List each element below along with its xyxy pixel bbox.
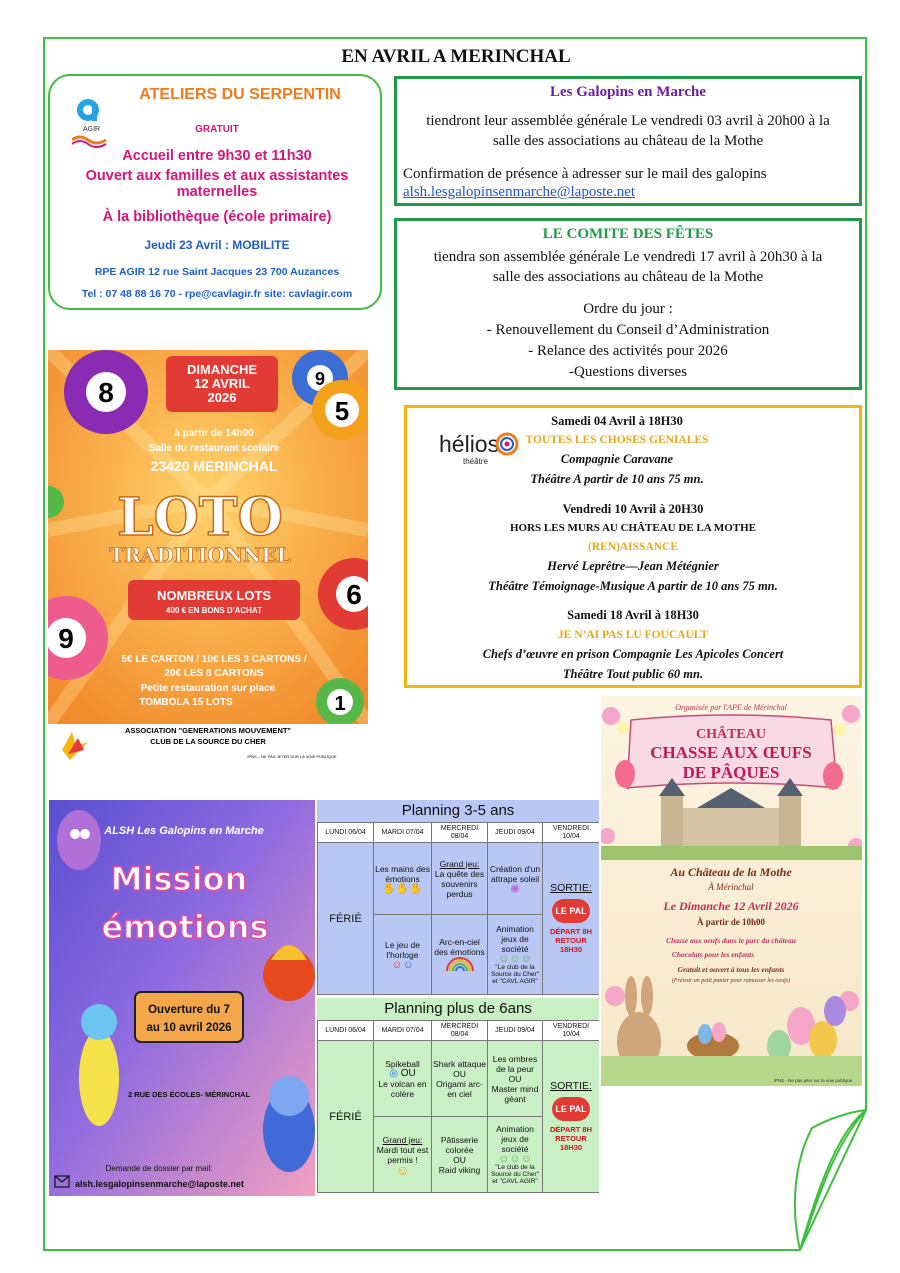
galopins-line-1: tiendront leur assemblée générale Le vendredi 03 avril à 20h00 à la [426, 113, 830, 129]
svg-text:ALSH Les Galopins en Marche: ALSH Les Galopins en Marche [104, 825, 264, 837]
svg-text:Mission: Mission [110, 860, 248, 898]
svg-text:alsh.lesgalopinsenmarche@lapos: alsh.lesgalopinsenmarche@laposte.net [75, 1179, 244, 1189]
svg-text:émotions: émotions [101, 908, 269, 946]
activity-cell [488, 915, 543, 995]
activity-cell [432, 1117, 488, 1193]
svg-text:1: 1 [334, 693, 346, 715]
svg-text:au 10 avril 2026: au 10 avril 2026 [146, 1022, 232, 1034]
day-header: JEUDI 09/04 [488, 823, 543, 843]
day-header: VENDREDI 10/04 [543, 823, 600, 843]
activity-cell [488, 1041, 543, 1117]
svg-text:2 RUE DES ÉCOLES- MÉRINCHAL: 2 RUE DES ÉCOLES- MÉRINCHAL [127, 1090, 251, 1099]
helios-event-3-title: JE N’AI PAS LU FOUCAULT [557, 629, 709, 641]
activity-cell [432, 915, 488, 995]
or-text: OU [400, 1067, 416, 1079]
helios-event-3-company: Chefs d’œuvre en prison Compagnie Les Apicoles Concert [482, 647, 784, 661]
activity-text: Le volcan en colère [378, 1078, 427, 1099]
sortie-cell [543, 843, 600, 995]
activity-text: Master mind géant [491, 1083, 539, 1104]
day-header: LUNDI 06/04 [318, 1021, 374, 1041]
svg-text:Chasse aux oeufs dans le parc: Chasse aux oeufs dans le parc du château [666, 936, 796, 945]
sortie-label: SORTIE: [550, 882, 592, 894]
activity-text: Raid viking [438, 1164, 481, 1175]
sortie-label: SORTIE: [550, 1080, 592, 1092]
serpentin-contact: Tel : 07 48 88 16 70 - rpe@cavlagir.fr site: cavlagir.com [81, 288, 353, 300]
serpentin-open-2: maternelles [176, 184, 258, 200]
activity-cell [488, 843, 543, 915]
svg-text:théâtre: théâtre [463, 457, 488, 466]
svg-text:8: 8 [98, 377, 114, 408]
activity-note: "Le club de la Source du Cher" et "CAVL AGIR" [491, 964, 539, 985]
svg-text:CLUB DE LA SOURCE DU CHER: CLUB DE LA SOURCE DU CHER [150, 737, 266, 746]
day-header: JEUDI 09/04 [488, 1021, 543, 1041]
galopins-confirm [403, 165, 853, 201]
smiley-icon: ☺ [395, 1161, 410, 1178]
svg-text:5€ LE CARTON / 10€ LES 3 CARTO: 5€ LE CARTON / 10€ LES 3 CARTONS / [121, 654, 307, 665]
or-text: OU [453, 1068, 466, 1079]
comite-agenda-item: - Renouvellement du Conseil d’Administration [486, 322, 770, 338]
serpentin-free: GRATUIT [195, 124, 239, 135]
day-header: LUNDI 06/04 [318, 823, 374, 843]
serpentin-box [48, 74, 382, 310]
serpentin-hours: Accueil entre 9h30 et 11h30 [122, 148, 312, 164]
depart-time: DÉPART 8H [550, 927, 592, 936]
svg-text:(Prévoir un petit panier pour: (Prévoir un petit panier pour ramasser les oeufs) [671, 978, 791, 984]
activity-text: Spikeball [385, 1058, 420, 1069]
planning-6-title: Planning plus de 6ans [317, 998, 599, 1020]
svg-text:hélios: hélios [439, 431, 500, 457]
serpentin-address: RPE AGIR 12 rue Saint Jacques 23 700 Auzances [94, 266, 340, 278]
svg-text:LOTO: LOTO [117, 487, 283, 548]
activity-text: Origami arc-en ciel [436, 1078, 483, 1099]
helios-event-3-details: Théâtre Tout public 60 mn. [562, 667, 704, 681]
comite-agenda [397, 299, 859, 383]
helios-event-1-date: Samedi 04 Avril à 18H30 [551, 414, 683, 428]
planning-3-5-table [317, 822, 599, 995]
svg-text:6: 6 [346, 579, 362, 610]
svg-text:Petite restauration sur place: Petite restauration sur place [140, 683, 276, 694]
day-header: MERCREDI 08/04 [432, 823, 488, 843]
activity-text: Animation jeux de société [496, 924, 534, 954]
activity-cell [374, 915, 432, 995]
helios-box [404, 405, 862, 688]
svg-text:CHASSE AUX ŒUFS: CHASSE AUX ŒUFS [650, 743, 812, 762]
le-pal-logo: LE PAL [552, 1097, 590, 1121]
helios-event-2-details: Théâtre Témoignage-Musique A partir de 10 ans 75 mn. [488, 579, 778, 593]
activity-cell [374, 1041, 432, 1117]
svg-text:Gratuit et ouvert à tous les e: Gratuit et ouvert à tous les enfants [677, 965, 785, 974]
activity-cell [374, 843, 432, 915]
svg-text:23420 MERINCHAL: 23420 MERINCHAL [150, 458, 278, 474]
ferie-cell: FÉRIÉ [318, 1041, 374, 1193]
ferie-cell: FÉRIÉ [318, 843, 374, 995]
planning-panel [317, 800, 599, 1197]
activity-cell [488, 1117, 543, 1193]
mission-poster-art [49, 800, 315, 1196]
svg-text:2026: 2026 [207, 390, 237, 405]
svg-text:ASSOCIATION "GENERATIONS MOUVE: ASSOCIATION "GENERATIONS MOUVEMENT" [124, 726, 292, 735]
svg-text:9: 9 [58, 623, 74, 654]
activity-text: Mardi tout est permis ! [376, 1144, 429, 1165]
le-pal-logo: LE PAL [552, 899, 590, 923]
svg-text:Organisée par l'APE de Mérinch: Organisée par l'APE de Mérinchal [675, 703, 787, 712]
activity-text: La quête des souvenirs perdus [434, 868, 485, 899]
activity-text: Création d'un attrape soleil [489, 863, 541, 884]
activity-text: Arc-en-ciel des émotions [434, 936, 485, 957]
svg-text:AGIR: AGIR [83, 126, 101, 133]
comite-agenda-item: - Relance des activités pour 2026 [528, 343, 728, 359]
activity-label: Grand jeu: [382, 1134, 423, 1145]
return-time: RETOUR 18H30 [555, 936, 587, 954]
page-title: EN AVRIL A MERINCHAL [341, 46, 571, 67]
svg-text:CHÂTEAU: CHÂTEAU [695, 727, 767, 742]
svg-text:12 AVRIL: 12 AVRIL [194, 376, 250, 391]
galopins-confirm-text: Confirmation de présence à adresser sur le mail des galopins [403, 166, 767, 182]
svg-text:DE PÂQUES: DE PÂQUES [682, 763, 780, 782]
loto-poster-art [48, 350, 368, 724]
activity-text: Pâtisserie colorée [440, 1134, 479, 1155]
svg-text:TRADITIONNEL: TRADITIONNEL [109, 543, 291, 567]
board-game-icon: ☺☺☺ [498, 953, 532, 965]
spikeball-icon: ◎ OU [389, 1067, 416, 1079]
galopins-text [397, 111, 859, 151]
svg-text:DIMANCHE: DIMANCHE [186, 362, 258, 377]
sortie-cell [543, 1041, 600, 1193]
svg-text:IPNS – NE PAS JETER SUR LA VOI: IPNS – NE PAS JETER SUR LA VOIE PUBLIQUE [247, 754, 337, 759]
easter-poster-art [601, 696, 862, 1086]
loto-footer-art [48, 724, 368, 764]
loto-ball-8 [64, 350, 148, 434]
easter-poster [601, 696, 862, 1086]
day-header: VENDREDI 10/04 [543, 1021, 600, 1041]
or-text: OU [453, 1154, 466, 1165]
svg-text:Au Château de la Mothe: Au Château de la Mothe [670, 865, 792, 879]
helios-event-2-title: (REN)AISSANCE [587, 541, 679, 553]
rainbow-icon [445, 957, 475, 971]
svg-text:À Mérinchal: À Mérinchal [708, 882, 754, 892]
sun-catcher-icon: ✺ [509, 881, 521, 896]
svg-text:20€ LES 8 CARTONS: 20€ LES 8 CARTONS [164, 668, 264, 679]
activity-cell [374, 1117, 432, 1193]
return-time: RETOUR 18H30 [555, 1134, 587, 1152]
comite-box [394, 218, 862, 390]
planning-3-5-title: Planning 3-5 ans [317, 800, 599, 822]
svg-text:NOMBREUX LOTS: NOMBREUX LOTS [156, 588, 272, 603]
day-header: MARDI 07/04 [374, 823, 432, 843]
kids-icon: ☺☺ [391, 958, 414, 971]
galopins-box [394, 76, 862, 206]
galopins-email-link[interactable]: alsh.lesgalopinsenmarche@laposte.net [403, 184, 636, 200]
serpentin-date: Jeudi 23 Avril : MOBILITE [144, 238, 290, 252]
svg-text:à partir de 14h00: à partir de 14h00 [174, 428, 254, 439]
hands-icon: ✋✋✋ [381, 882, 424, 895]
comite-agenda-item: -Questions diverses [569, 364, 687, 380]
comite-heading: LE COMITE DES FÊTES [542, 226, 714, 242]
comite-agenda-title: Ordre du jour : [583, 301, 673, 317]
svg-text:Chocolats pour les enfants: Chocolats pour les enfants [671, 950, 755, 959]
svg-text:Ouverture du 7: Ouverture du 7 [148, 1004, 230, 1016]
helios-event-2-date: Vendredi 10 Avril à 20H30 [562, 502, 704, 516]
svg-text:5: 5 [334, 396, 350, 426]
helios-event-3-date: Samedi 18 Avril à 18H30 [567, 608, 699, 622]
day-header: MERCREDI 08/04 [432, 1021, 488, 1041]
svg-text:Salle du restaurant scolaire: Salle du restaurant scolaire [148, 443, 280, 454]
helios-event-2-venue: HORS LES MURS AU CHÂTEAU DE LA MOTHE [509, 522, 756, 534]
helios-logo [437, 422, 527, 470]
galopins-heading: Les Galopins en Marche [550, 84, 706, 100]
depart-time: DÉPART 8H [550, 1125, 592, 1134]
helios-event-2-company: Hervé Leprêtre—Jean Métégnier [547, 559, 719, 573]
activity-text: Le jeu de l'horloge [385, 939, 420, 960]
activity-note: "Le club de la Source du Cher" et "CAVL AGIR" [491, 1164, 539, 1185]
helios-event-1-details: Théâtre A partir de 10 ans 75 mn. [530, 472, 704, 486]
loto-poster [48, 350, 368, 724]
planning-6-table [317, 1020, 599, 1193]
comite-line-1: tiendra son assemblée générale Le vendredi 17 avril à 20h30 à la [433, 249, 823, 265]
or-text: OU [508, 1073, 522, 1084]
svg-text:TOMBOLA 15 LOTS: TOMBOLA 15 LOTS [139, 697, 233, 708]
loto-footer [48, 724, 368, 764]
galopins-line-2: salle des associations au château de la Mothe [492, 133, 764, 149]
day-header: MARDI 07/04 [374, 1021, 432, 1041]
svg-text:400 € EN BONS D'ACHAT: 400 € EN BONS D'ACHAT [166, 606, 262, 615]
activity-label: Grand jeu: [439, 858, 480, 869]
activity-text: Animation jeux de société [496, 1124, 534, 1154]
svg-text:Le Dimanche 12 Avril 2026: Le Dimanche 12 Avril 2026 [663, 899, 799, 913]
activity-text: Shark attaque [433, 1058, 486, 1069]
board-game-icon: ☺☺☺ [498, 1153, 532, 1165]
svg-text:À partir de 10h00: À partir de 10h00 [696, 917, 766, 927]
helios-event-1-title: TOUTES LES CHOSES GENIALES [525, 434, 709, 446]
serpentin-title: ATELIERS DU SERPENTIN [139, 86, 341, 103]
activity-cell [432, 1041, 488, 1117]
comite-line-2: salle des associations au château de la Mothe [492, 269, 764, 285]
serpentin-open-1: Ouvert aux familles et aux assistantes [85, 168, 349, 184]
svg-text:IPNS - Ne pas jeter sur la voi: IPNS - Ne pas jeter sur la voie publique [773, 1078, 853, 1083]
svg-text:Demande de dossier par mail:: Demande de dossier par mail: [105, 1164, 213, 1173]
loto-ball-1 [316, 678, 364, 724]
mission-poster [49, 800, 315, 1196]
activity-cell [432, 843, 488, 915]
helios-event-1-company: Compagnie Caravane [560, 452, 674, 466]
serpentin-place: À la bibliothèque (école primaire) [102, 209, 332, 225]
svg-text:9: 9 [314, 369, 326, 389]
comite-text [397, 247, 859, 287]
activity-text: Les mains des émotions [375, 863, 430, 884]
activity-text: Les ombres de la peur [492, 1053, 538, 1074]
